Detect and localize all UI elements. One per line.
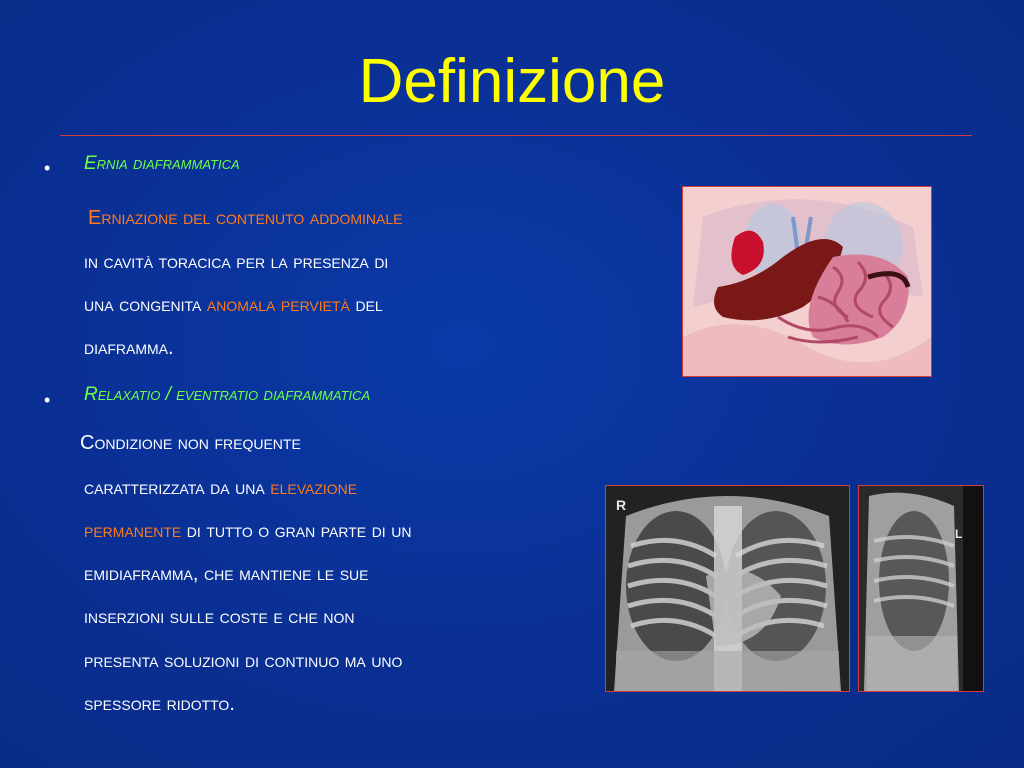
definition-line: Condizione non frequente: [80, 432, 301, 454]
highlight-text: elevazione: [270, 477, 358, 499]
bullet-marker: •: [44, 390, 51, 410]
highlight-text: permanente: [84, 520, 182, 542]
highlight-text: anomala pervietà: [206, 294, 350, 316]
xray-lateral: [858, 485, 984, 692]
xray-frontal: [605, 485, 850, 692]
definition-line: [88, 207, 402, 230]
definition-line: spessore ridotto.: [84, 693, 235, 715]
definition-line: permanente di tutto o gran parte di un: [84, 520, 412, 542]
definition-line: presenta soluzioni di continuo ma uno: [84, 650, 403, 672]
bullet-marker: •: [44, 158, 51, 178]
xray-l-marker: L: [955, 527, 963, 541]
definition-line: una congenita anomala pervietà del: [84, 294, 383, 316]
title-divider: [60, 135, 972, 136]
section-heading-relaxatio: Relaxatio / eventratio diaframmatica: [84, 384, 371, 405]
highlight-text: Erniazione del contenuto addominale: [88, 207, 403, 229]
definition-line: inserzioni sulle coste e che non: [84, 606, 355, 628]
definition-line: diaframma.: [84, 337, 174, 359]
definition-line: emidiaframma, che mantiene le sue: [84, 563, 369, 585]
hernia-illustration: [682, 186, 932, 377]
definition-line: caratterizzata da una elevazione: [84, 477, 358, 499]
slide-title: Definizione: [358, 47, 666, 116]
definition-line: in cavità toracica per la presenza di: [84, 251, 389, 273]
xray-r-marker: R: [616, 497, 627, 513]
section-heading-ernia: Ernia diaframmatica: [84, 153, 240, 174]
